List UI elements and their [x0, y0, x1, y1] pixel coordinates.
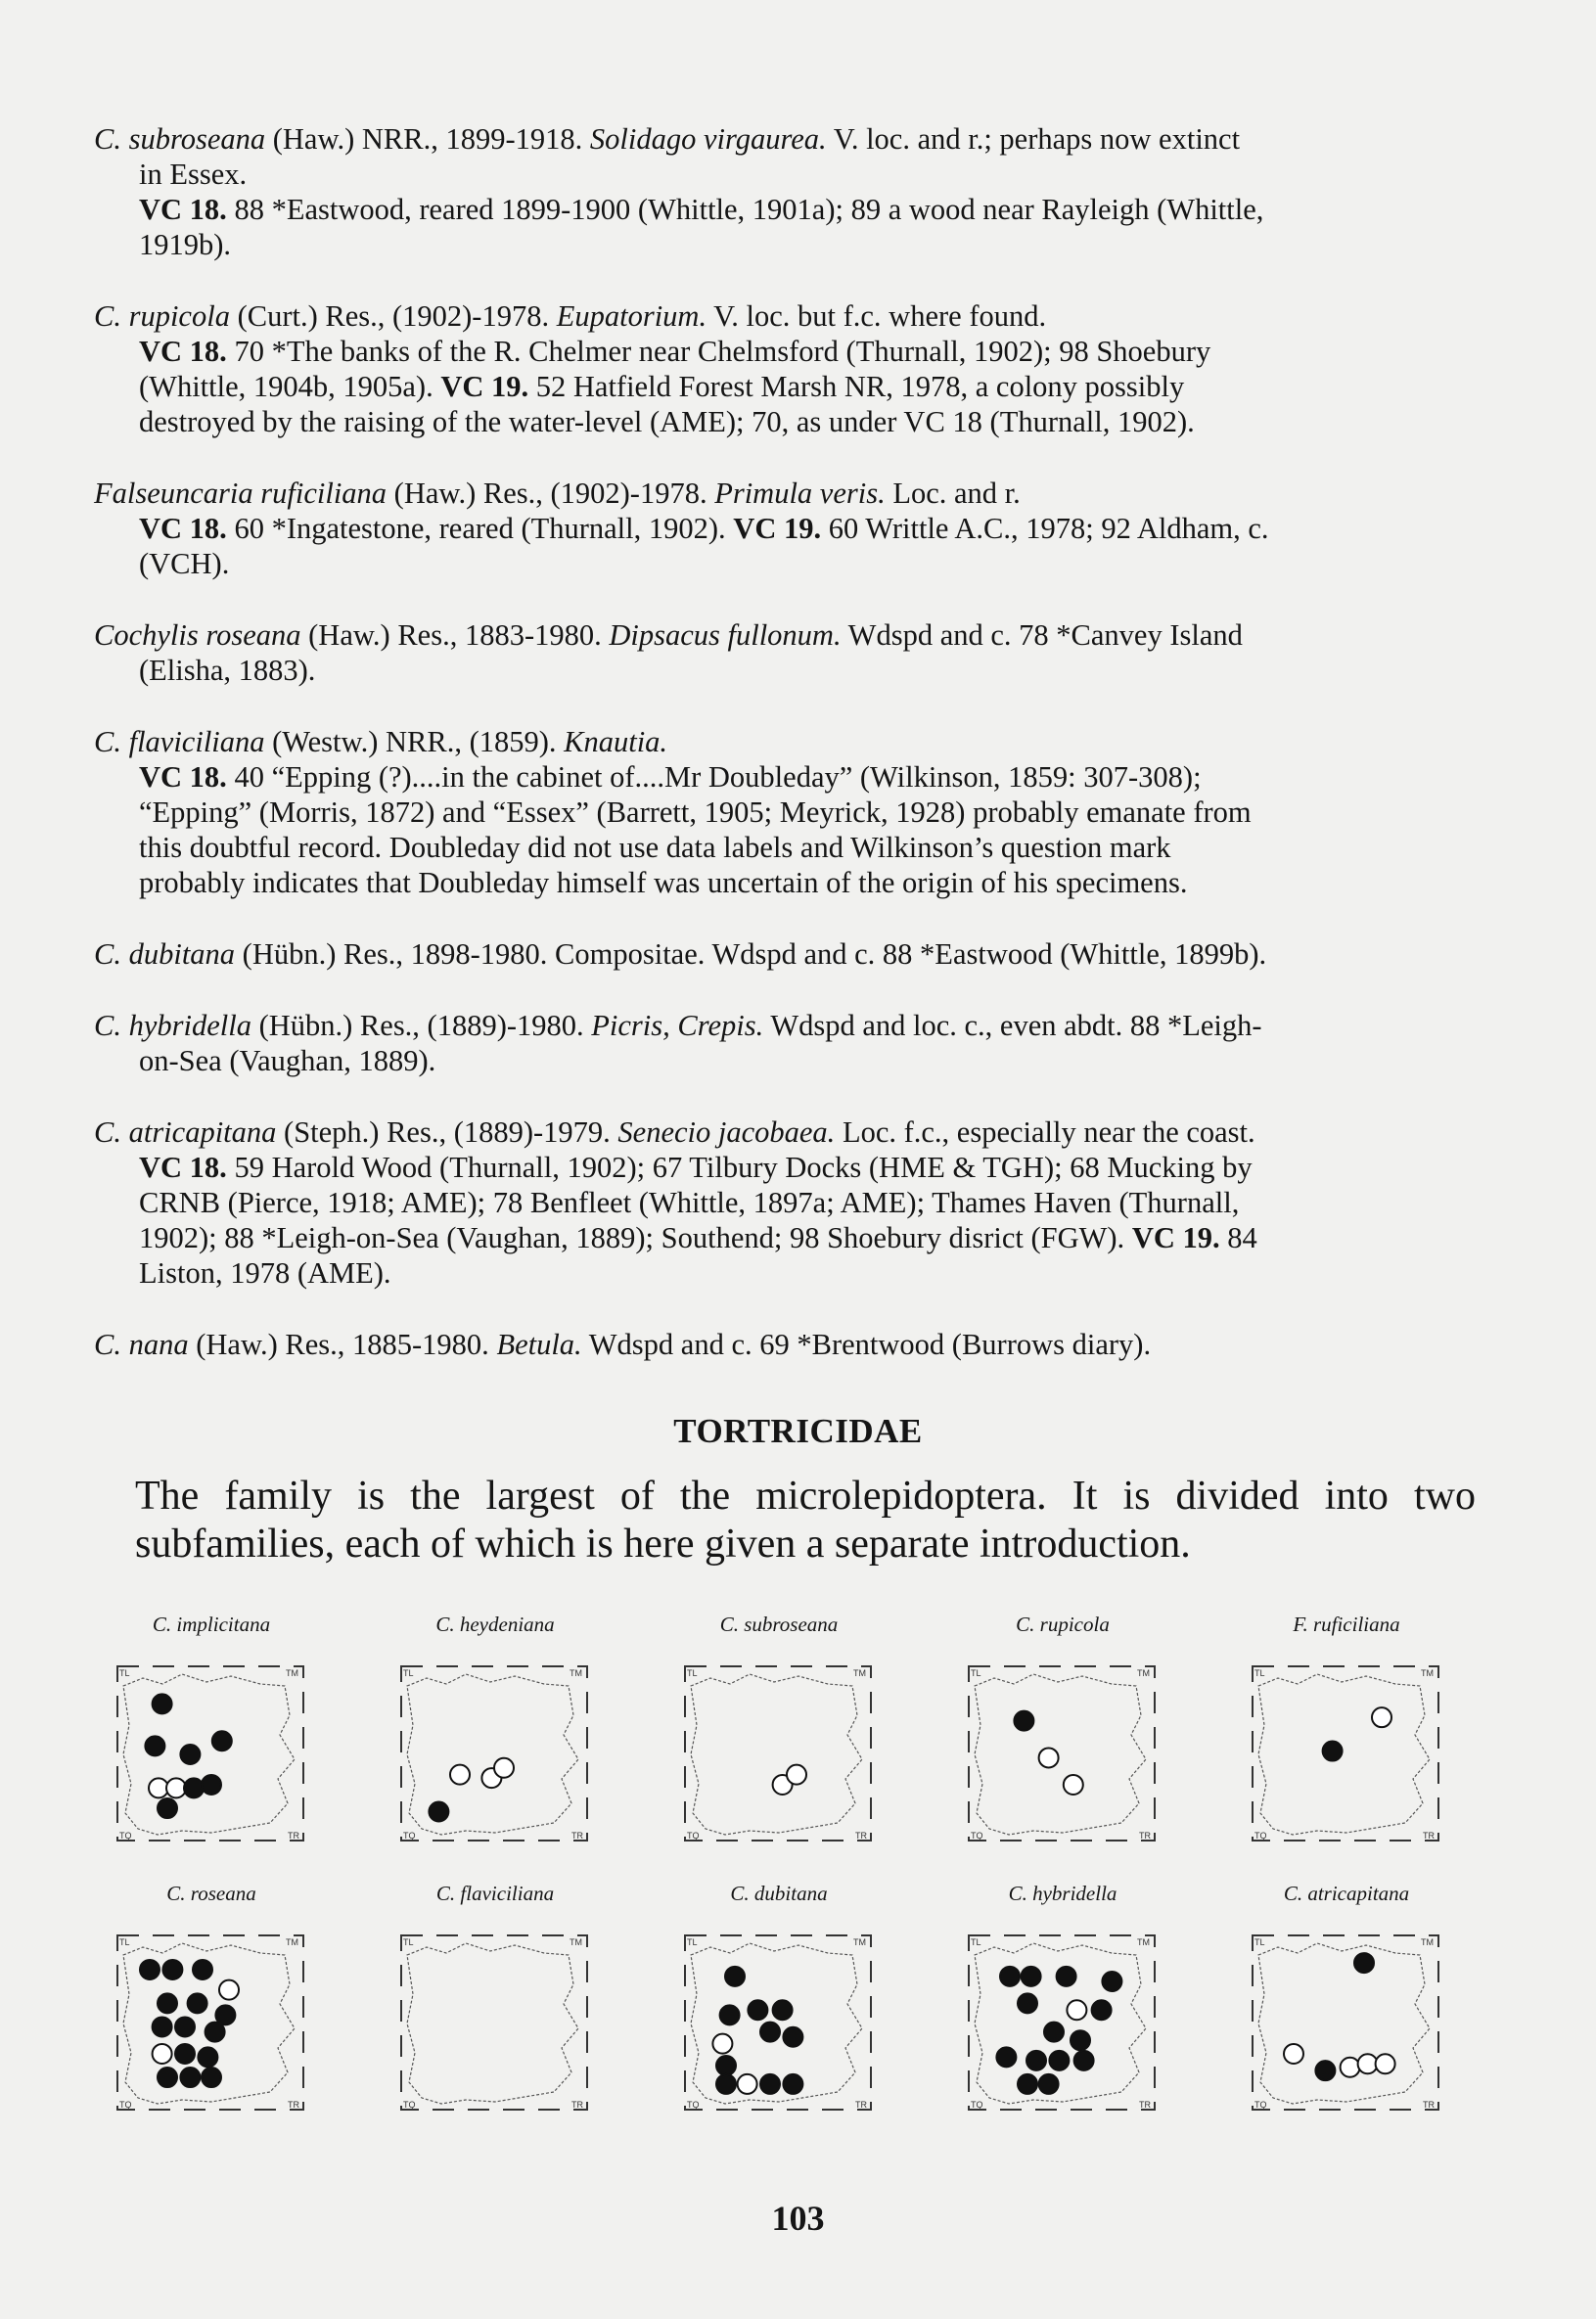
species-entry — [94, 1327, 1483, 1362]
species-entry — [94, 476, 1483, 581]
grid-square-label: TL — [1254, 1668, 1265, 1678]
map-caption: C. dubitana — [730, 1882, 828, 1905]
species-name: C. subroseana — [94, 122, 266, 156]
record-dot-recent — [198, 2047, 217, 2067]
grid-square-label: TQ — [971, 2100, 983, 2110]
distribution-map — [94, 1882, 329, 2121]
record-dot-recent — [1044, 2023, 1064, 2042]
author-dates: (Haw.) Res., (1902)-1978. — [393, 477, 707, 510]
record-dot-recent — [1039, 2074, 1059, 2094]
grid-square-label: TM — [286, 1937, 298, 1947]
author-dates: (Haw.) Res., 1885-1980. — [196, 1328, 489, 1361]
grid-square-label: TR — [855, 1831, 867, 1841]
record-dot-recent — [1018, 1993, 1037, 2013]
record-dot-recent — [1315, 2061, 1335, 2080]
record-dot-recent — [158, 2068, 177, 2087]
grid-square-label: TR — [1139, 2100, 1151, 2110]
county-map — [114, 1926, 309, 2116]
grid-square-label: TL — [687, 1668, 698, 1678]
record-dot-recent — [760, 2023, 780, 2042]
grid-square-label: TQ — [119, 2100, 132, 2110]
grid-square-label: TL — [403, 1937, 414, 1947]
map-caption: C. roseana — [166, 1882, 256, 1905]
foodplant: Dipsacus fullonum. — [609, 618, 842, 652]
record-dot-recent — [184, 1778, 204, 1797]
vice-county-label: VC 18. — [139, 335, 227, 368]
record-dot-recent — [996, 2047, 1016, 2067]
grid-square-label: TQ — [687, 2100, 700, 2110]
record-dot-recent — [158, 1993, 177, 2013]
species-name: Cochylis roseana — [94, 618, 301, 652]
grid-square-label: TL — [119, 1668, 130, 1678]
record-dot-recent — [188, 1993, 207, 2013]
vice-county-label: VC 19. — [733, 512, 822, 545]
author-dates: (Steph.) Res., (1889)-1979. — [284, 1115, 611, 1149]
record-dot-old — [450, 1765, 470, 1785]
county-map — [397, 1926, 593, 2116]
distribution-map — [378, 1882, 613, 2121]
grid-square-label: TQ — [1254, 1831, 1267, 1841]
grid-square-label: TL — [687, 1937, 698, 1947]
grid-square-label: TR — [571, 2100, 583, 2110]
entry-heading — [94, 617, 1483, 653]
county-map — [114, 1657, 309, 1847]
distribution-map — [378, 1613, 613, 1852]
record-dot-recent — [1049, 2051, 1069, 2070]
distribution-map — [945, 1882, 1180, 2121]
record-dot-recent — [1071, 2030, 1090, 2050]
record-dot-old — [1064, 1775, 1083, 1795]
record-dot-recent — [175, 2017, 195, 2036]
grid-frame — [969, 1935, 1155, 2110]
grid-square-label: TR — [288, 2100, 299, 2110]
record-dot-old — [712, 2034, 732, 2054]
record-dot-recent — [153, 2017, 172, 2036]
distribution-map — [94, 1613, 329, 1852]
grid-square-label: TL — [119, 1937, 130, 1947]
species-entry — [94, 1008, 1483, 1078]
status-continuation: (Elisha, 1883). — [139, 654, 316, 687]
status-continuation: on-Sea (Vaughan, 1889). — [139, 1044, 436, 1077]
county-map — [1249, 1657, 1444, 1847]
grid-square-label: TL — [403, 1668, 414, 1678]
record-dot-old — [1067, 2000, 1086, 2020]
vice-county-label: VC 19. — [440, 370, 529, 403]
species-name: C. flaviciliana — [94, 725, 265, 758]
grid-square-label: TM — [570, 1937, 582, 1947]
record-line: VC 18. 88 *Eastwood, reared 1899-1900 (Whittle, 1901a); 89 a wood near Rayleigh (Whittle, — [139, 193, 1264, 226]
species-entry — [94, 936, 1483, 972]
species-name: C. dubitana — [94, 937, 236, 971]
distribution-map — [661, 1613, 896, 1852]
record-dot-old — [787, 1765, 806, 1785]
grid-frame — [117, 1666, 303, 1841]
map-caption: F. ruficiliana — [1293, 1613, 1400, 1636]
species-name: Falseuncaria ruficiliana — [94, 477, 388, 510]
species-entry — [94, 298, 1483, 439]
record-dot-recent — [158, 1798, 177, 1818]
record-line: “Epping” (Morris, 1872) and “Essex” (Barrett, 1905; Meyrick, 1928) probably emanate from — [139, 796, 1252, 829]
grid-square-label: TR — [1423, 1831, 1435, 1841]
record-line: 1919b). — [139, 228, 232, 261]
record-dot-recent — [1022, 1967, 1041, 1986]
county-outline — [407, 1943, 578, 2104]
record-dot-recent — [429, 1801, 448, 1821]
grid-square-label: TM — [286, 1668, 298, 1678]
map-caption: C. subroseana — [719, 1613, 839, 1636]
foodplant: Eupatorium. — [556, 299, 707, 333]
record-dot-old — [1341, 2058, 1360, 2077]
county-map — [397, 1657, 593, 1847]
vice-county-label: VC 19. — [1131, 1221, 1220, 1254]
record-dot-recent — [783, 2074, 802, 2094]
grid-square-label: TR — [1423, 2100, 1435, 2110]
map-caption: C. implicitana — [152, 1613, 271, 1636]
foodplant: Solidago virgaurea. — [589, 122, 827, 156]
author-dates: (Haw.) Res., 1883-1980. — [308, 618, 602, 652]
foodplant: Picris, Crepis. — [591, 1009, 764, 1042]
grid-square-label: TQ — [403, 2100, 416, 2110]
grid-square-label: TR — [571, 1831, 583, 1841]
record-line: VC 18. 40 “Epping (?)....in the cabinet of....Mr Doubleday” (Wilkinson, 1859: 307-308); — [139, 760, 1202, 794]
species-name: C. rupicola — [94, 299, 230, 333]
entry-heading — [94, 936, 1483, 972]
grid-frame — [685, 1666, 871, 1841]
record-dot-recent — [140, 1960, 160, 1979]
county-outline — [975, 1674, 1146, 1835]
grid-square-label: TL — [971, 1937, 981, 1947]
record-dot-recent — [180, 2068, 200, 2087]
species-name: C. nana — [94, 1328, 189, 1361]
record-dot-recent — [145, 1736, 164, 1755]
record-dot-old — [219, 1980, 239, 2000]
record-dot-recent — [162, 1960, 182, 1979]
grid-frame — [969, 1666, 1155, 1841]
grid-square-label: TR — [855, 2100, 867, 2110]
grid-frame — [1253, 1666, 1438, 1841]
grid-square-label: TR — [1139, 1831, 1151, 1841]
author-dates: (Curt.) Res., (1902)-1978. — [237, 299, 550, 333]
distribution-map — [945, 1613, 1180, 1852]
species-entry — [94, 1114, 1483, 1291]
distribution-map — [1229, 1613, 1464, 1852]
status-text: Loc. f.c., especially near the coast. — [842, 1115, 1255, 1149]
record-dot-recent — [175, 2044, 195, 2064]
entry-heading — [94, 724, 1483, 759]
foodplant: Knautia. — [564, 725, 668, 758]
entry-heading — [94, 298, 1483, 334]
species-name: C. atricapitana — [94, 1115, 277, 1149]
record-dot-old — [1358, 2054, 1378, 2073]
author-dates: (Hübn.) Res., 1898-1980. — [242, 937, 548, 971]
record-dot-old — [1376, 2054, 1395, 2073]
grid-square-label: TM — [1421, 1668, 1434, 1678]
grid-square-label: TL — [1254, 1937, 1265, 1947]
grid-square-label: TQ — [1254, 2100, 1267, 2110]
entry-heading — [94, 1327, 1483, 1362]
record-dot-recent — [748, 2000, 767, 2020]
foodplant: Primula veris. — [714, 477, 886, 510]
grid-square-label: TM — [570, 1668, 582, 1678]
section-intro: The family is the largest of the microlepidoptera. It is divided into two subfamilies, each of which is here given a separate introduction. — [135, 1474, 1476, 1567]
record-dot-recent — [773, 2000, 793, 2020]
status-text: V. loc. and r.; perhaps now extinct — [833, 122, 1241, 156]
entry-heading — [94, 1114, 1483, 1150]
record-dot-recent — [1092, 2000, 1112, 2020]
county-map — [681, 1926, 877, 2116]
record-dot-old — [1284, 2044, 1303, 2064]
status-text: Loc. and r. — [892, 477, 1021, 510]
record-dot-recent — [720, 2005, 740, 2024]
county-map — [965, 1657, 1161, 1847]
status-text: Wdspd and c. 69 *Brentwood (Burrows diary). — [588, 1328, 1152, 1361]
county-map — [965, 1926, 1161, 2116]
entry-heading — [94, 1008, 1483, 1043]
record-dot-recent — [716, 2074, 736, 2094]
vice-county-label: VC 18. — [139, 760, 227, 794]
status-text: Wdspd and loc. c., even abdt. 88 *Leigh- — [770, 1009, 1262, 1042]
record-line: this doubtful record. Doubleday did not use data labels and Wilkinson’s question mark — [139, 831, 1171, 864]
grid-square-label: TM — [1421, 1937, 1434, 1947]
distribution-map — [1229, 1882, 1464, 2121]
author-dates: (Westw.) NRR., (1859). — [272, 725, 557, 758]
grid-square-label: TM — [1137, 1668, 1150, 1678]
record-dot-recent — [1057, 1967, 1076, 1986]
record-dot-old — [494, 1758, 514, 1778]
distribution-maps — [94, 1613, 1483, 2131]
record-dot-recent — [1018, 2074, 1037, 2094]
county-map — [1249, 1926, 1444, 2116]
record-dot-recent — [153, 1694, 172, 1713]
map-caption: C. flaviciliana — [435, 1882, 555, 1905]
grid-square-label: TQ — [119, 1831, 132, 1841]
vice-county-label: VC 18. — [139, 193, 227, 226]
county-map — [681, 1657, 877, 1847]
status-text: V. loc. but f.c. where found. — [713, 299, 1047, 333]
grid-frame — [1253, 1935, 1438, 2110]
foodplant: Betula. — [496, 1328, 582, 1361]
entry-heading — [94, 476, 1483, 511]
grid-square-label: TQ — [687, 1831, 700, 1841]
record-dot-recent — [1014, 1711, 1033, 1731]
author-dates: (Hübn.) Res., (1889)-1980. — [258, 1009, 584, 1042]
record-dot-recent — [1026, 2051, 1046, 2070]
status-text: Compositae. Wdspd and c. 88 *Eastwood (Whittle, 1899b). — [555, 937, 1267, 971]
map-caption: C. heydeniana — [435, 1613, 555, 1636]
species-entry — [94, 724, 1483, 900]
record-dot-recent — [1000, 1967, 1020, 1986]
page-number: 103 — [771, 2199, 825, 2238]
distribution-map — [661, 1882, 896, 2121]
record-dot-recent — [725, 1967, 745, 1986]
record-dot-recent — [205, 2023, 225, 2042]
record-line: (VCH). — [139, 547, 230, 580]
vice-county-label: VC 18. — [139, 1151, 227, 1184]
record-dot-recent — [1323, 1742, 1343, 1761]
record-dot-recent — [1102, 1972, 1121, 1991]
species-entry — [94, 617, 1483, 688]
record-dot-recent — [202, 2068, 221, 2087]
entry-heading — [94, 121, 1483, 157]
county-outline — [691, 1674, 862, 1835]
grid-square-label: TQ — [971, 1831, 983, 1841]
record-line: destroyed by the raising of the water-level (AME); 70, as under VC 18 (Thurnall, 1902). — [139, 405, 1195, 438]
record-line: Liston, 1978 (AME). — [139, 1256, 391, 1290]
record-dot-recent — [212, 1731, 232, 1751]
county-outline — [1258, 1943, 1430, 2104]
record-dot-recent — [180, 1745, 200, 1764]
species-name: C. hybridella — [94, 1009, 251, 1042]
record-line: VC 18. 60 *Ingatestone, reared (Thurnall, 1902). VC 19. 60 Writtle A.C., 1978; 92 Aldham, c. — [139, 512, 1269, 545]
grid-square-label: TM — [1137, 1937, 1150, 1947]
record-line: (Whittle, 1904b, 1905a). VC 19. 52 Hatfield Forest Marsh NR, 1978, a colony possibly — [139, 370, 1185, 403]
status-continuation: in Essex. — [139, 158, 248, 191]
record-dot-recent — [760, 2074, 780, 2094]
record-line: probably indicates that Doubleday himself was uncertain of the origin of his specimens. — [139, 866, 1188, 899]
map-caption: C. hybridella — [1008, 1882, 1117, 1905]
grid-square-label: TM — [853, 1937, 866, 1947]
vice-county-label: VC 18. — [139, 512, 227, 545]
record-line: VC 18. 59 Harold Wood (Thurnall, 1902); 67 Tilbury Docks (HME & TGH); 68 Mucking by — [139, 1151, 1253, 1184]
map-caption: C. rupicola — [1016, 1613, 1110, 1636]
grid-square-label: TR — [288, 1831, 299, 1841]
record-dot-old — [738, 2074, 757, 2094]
record-line: CRNB (Pierce, 1918; AME); 78 Benfleet (Whittle, 1897a; AME); Thames Haven (Thurnall, — [139, 1186, 1240, 1219]
record-dot-recent — [1354, 1953, 1374, 1973]
record-dot-recent — [193, 1960, 212, 1979]
record-dot-old — [1372, 1707, 1391, 1727]
record-dot-recent — [1074, 2051, 1094, 2070]
map-caption: C. atricapitana — [1283, 1882, 1410, 1905]
record-dot-old — [1039, 1748, 1059, 1767]
record-dot-old — [153, 2044, 172, 2064]
status-text: Wdspd and c. 78 *Canvey Island — [847, 618, 1243, 652]
species-entry — [94, 121, 1483, 262]
section-title: TORTRICIDAE — [673, 1412, 923, 1450]
record-dot-recent — [716, 2056, 736, 2075]
species-entries — [94, 121, 1483, 1398]
county-outline — [1258, 1674, 1430, 1835]
grid-square-label: TQ — [403, 1831, 416, 1841]
record-line: VC 18. 70 *The banks of the R. Chelmer near Chelmsford (Thurnall, 1902); 98 Shoebury — [139, 335, 1211, 368]
grid-square-label: TL — [971, 1668, 981, 1678]
record-dot-recent — [202, 1775, 221, 1795]
author-dates: (Haw.) NRR., 1899-1918. — [272, 122, 583, 156]
grid-square-label: TM — [853, 1668, 866, 1678]
record-line: 1902); 88 *Leigh-on-Sea (Vaughan, 1889); Southend; 98 Shoebury disrict (FGW). VC 19. 84 — [139, 1221, 1257, 1254]
foodplant: Senecio jacobaea. — [617, 1115, 836, 1149]
record-dot-recent — [783, 2027, 802, 2047]
grid-frame — [401, 1935, 587, 2110]
